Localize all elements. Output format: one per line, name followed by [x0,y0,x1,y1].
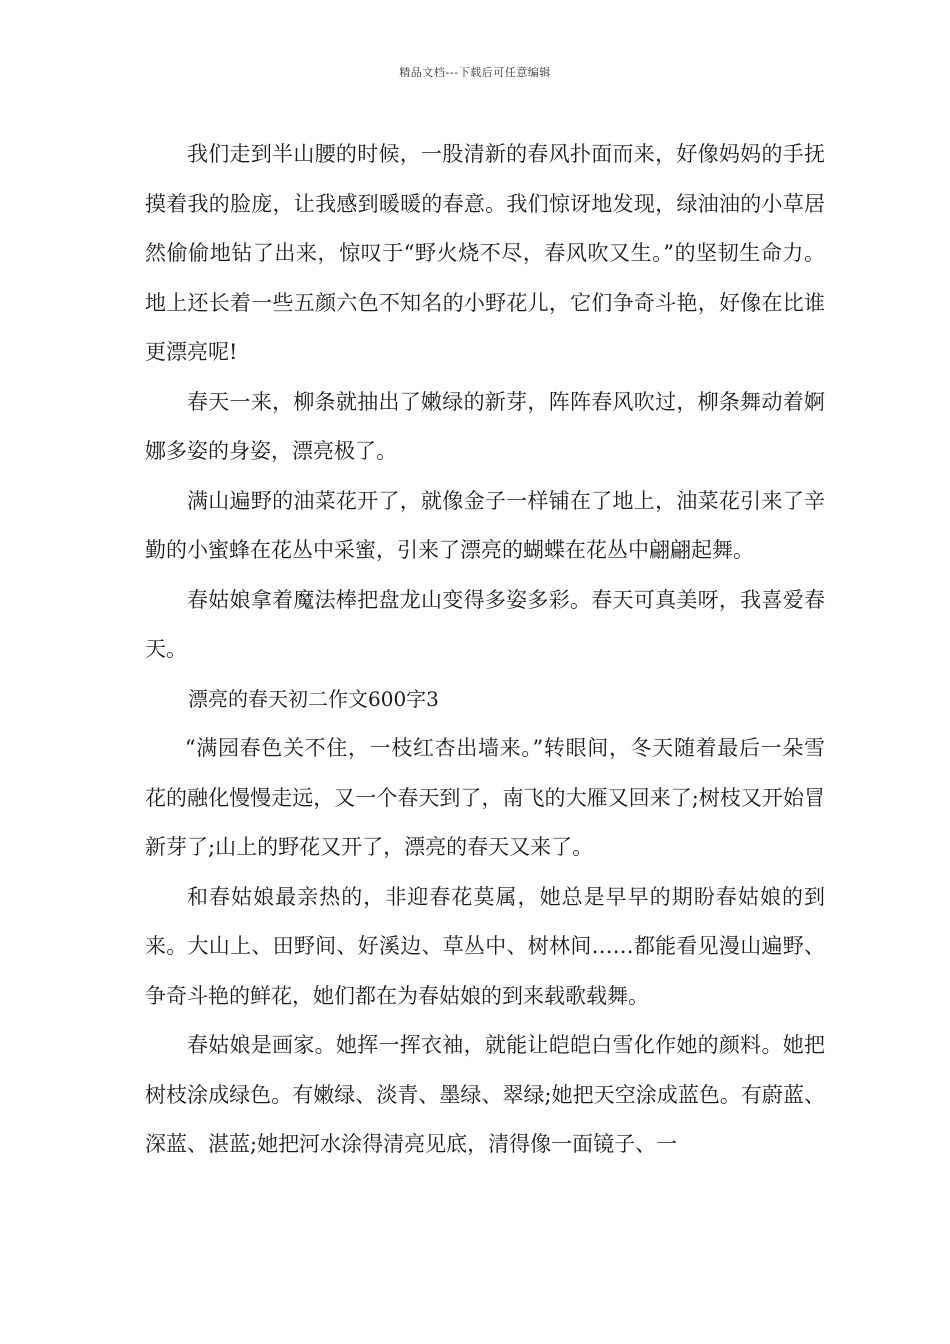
paragraph-6: 和春姑娘最亲热的，非迎春花莫属，她总是早早的期盼春姑娘的到来。大山上、田野间、好溪边、草丛中、树林间……都能看见漫山遍野、争奇斗艳的鲜花，她们都在为春姑娘的到来载歌载舞。 [145,884,825,1008]
page-header: 精品文档---下载后可任意编辑 [399,66,551,79]
paragraph-3: 满山遍野的油菜花开了，就像金子一样铺在了地上，油菜花引来了辛勤的小蜜蜂在花丛中采蜜，引来了漂亮的蝴蝶在花丛中翩翩起舞。 [145,488,825,562]
paragraph-1: 我们走到半山腰的时候，一股清新的春风扑面而来，好像妈妈的手抚摸着我的脸庞，让我感到暖暖的春意。我们惊讶地发现，绿油油的小草居然偷偷地钻了出来，惊叹于“野火烧不尽，春风吹又生。”的坚韧生命力。地上还长着一些五颜六色不知名的小野花儿，它们争奇斗艳，好像在比谁更漂亮呢! [145,142,825,364]
section-heading: 漂亮的春天初二作文600字3 [188,686,439,711]
document-body [145,130,825,1170]
paragraph-7: 春姑娘是画家。她挥一挥衣袖，就能让皑皑白雪化作她的颜料。她把树枝涂成绿色。有嫩绿、淡青、墨绿、翠绿;她把天空涂成蓝色。有蔚蓝、深蓝、湛蓝;她把河水涂得清亮见底，清得像一面镜子、一 [145,1033,825,1156]
paragraph-2: 春天一来，柳条就抽出了嫩绿的新芽，阵阵春风吹过，柳条舞动着婀娜多姿的身姿，漂亮极了。 [145,389,825,463]
paragraph-4: 春姑娘拿着魔法棒把盘龙山变得多姿多彩。春天可真美呀，我喜爱春天。 [145,587,825,661]
paragraph-5: “满园春色关不住，一枝红杏出墙来。”转眼间，冬天随着最后一朵雪花的融化慢慢走远，又一个春天到了，南飞的大雁又回来了;树枝又开始冒新芽了;山上的野花又开了，漂亮的春天又来了。 [145,736,825,859]
